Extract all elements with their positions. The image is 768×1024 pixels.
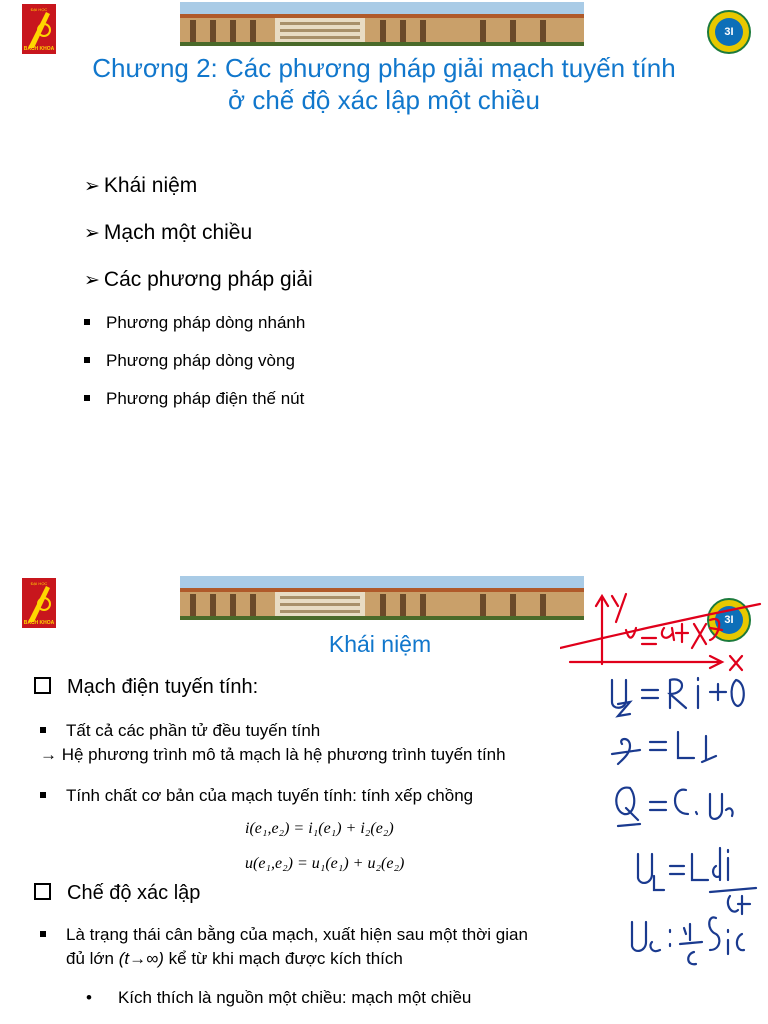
logo-text: BÁCH KHOA — [23, 46, 55, 52]
heading-steady-state — [34, 882, 200, 905]
sub-bullet-label: Kích thích là nguồn một chiều: mạch một chiều — [117, 988, 472, 1007]
slide-title-line1: Chương 2: Các phương pháp giải mạch tuyến tính — [92, 53, 676, 83]
square-bullet-icon — [40, 931, 46, 937]
bullet-continuation — [66, 949, 403, 969]
bullet-label: Tất cả các phần tử đều tuyến tính — [66, 721, 321, 740]
method-item-label: Phương pháp dòng nhánh — [106, 313, 306, 332]
bullet-superposition — [40, 786, 473, 806]
square-bullet-icon — [40, 792, 46, 798]
outline-item-concept — [84, 174, 197, 198]
slide-title-line2: ở chế độ xác lập một chiều — [228, 85, 540, 115]
outline-item-methods — [84, 268, 313, 292]
method-item-node-voltage — [84, 389, 304, 409]
arrow-bullet-icon: ➢ — [84, 176, 100, 197]
logo-text: BÁCH KHOA — [23, 620, 55, 626]
square-bullet-icon — [40, 727, 46, 733]
checkbox-bullet-icon — [34, 883, 51, 900]
dot-bullet-icon: • — [86, 988, 92, 1007]
slide-2 — [0, 528, 768, 1024]
method-item-label: Phương pháp điện thế nút — [106, 389, 305, 408]
faculty-seal-logo — [707, 10, 751, 54]
sub-bullet-dc-source — [86, 988, 471, 1008]
handwritten-annotations — [560, 578, 768, 1024]
square-bullet-icon — [84, 395, 90, 401]
university-logo — [22, 578, 56, 628]
bullet-all-linear — [40, 721, 320, 741]
continuation-text: kể từ khi mạch được kích thích — [163, 949, 403, 968]
formula-current-superposition: i(e₁,e₂) = i₁(e₁) + i₂(e₂) — [245, 820, 394, 837]
logo-top-text: ĐẠI HỌC — [30, 7, 48, 12]
arrow-bullet-icon: ➢ — [84, 270, 100, 291]
time-limit-text: (t→∞) — [118, 949, 164, 968]
square-bullet-icon — [84, 357, 90, 363]
checkbox-bullet-icon — [34, 677, 51, 694]
arrow-bullet-icon: ➢ — [84, 223, 100, 244]
outline-item-label: Các phương pháp giải — [103, 268, 313, 291]
campus-banner-image — [180, 2, 584, 46]
consequence-line: → Hệ phương trình mô tả mạch là hệ phương trình tuyến tính — [40, 745, 506, 764]
method-item-mesh-current — [84, 351, 295, 371]
continuation-text: đủ lớn — [66, 949, 119, 968]
seal-text: 3I — [715, 18, 743, 46]
slide-title: Khái niệm — [328, 631, 432, 657]
bullet-label: Tính chất cơ bản của mạch tuyến tính: tính xếp chồng — [66, 786, 474, 805]
method-item-label: Phương pháp dòng vòng — [106, 351, 295, 370]
heading-label: Mạch điện tuyến tính: — [67, 676, 259, 698]
bullet-label: Là trạng thái cân bằng của mạch, xuất hiện sau một thời gian — [66, 925, 528, 944]
university-logo — [22, 4, 56, 54]
outline-item-dc-circuit — [84, 221, 252, 245]
heading-linear-circuit — [34, 676, 258, 699]
seal-text: 3I — [715, 606, 743, 634]
logo-top-text: ĐẠI HỌC — [30, 581, 48, 586]
heading-label: Chế độ xác lập — [67, 882, 201, 904]
outline-item-label: Mạch một chiều — [103, 221, 253, 244]
square-bullet-icon — [84, 319, 90, 325]
formula-voltage-superposition: u(e₁,e₂) = u₁(e₁) + u₂(e₂) — [245, 855, 405, 872]
outline-item-label: Khái niệm — [103, 174, 198, 197]
campus-banner-image — [180, 576, 584, 620]
method-item-branch-current — [84, 313, 305, 333]
bullet-steady-state-definition — [40, 925, 528, 945]
